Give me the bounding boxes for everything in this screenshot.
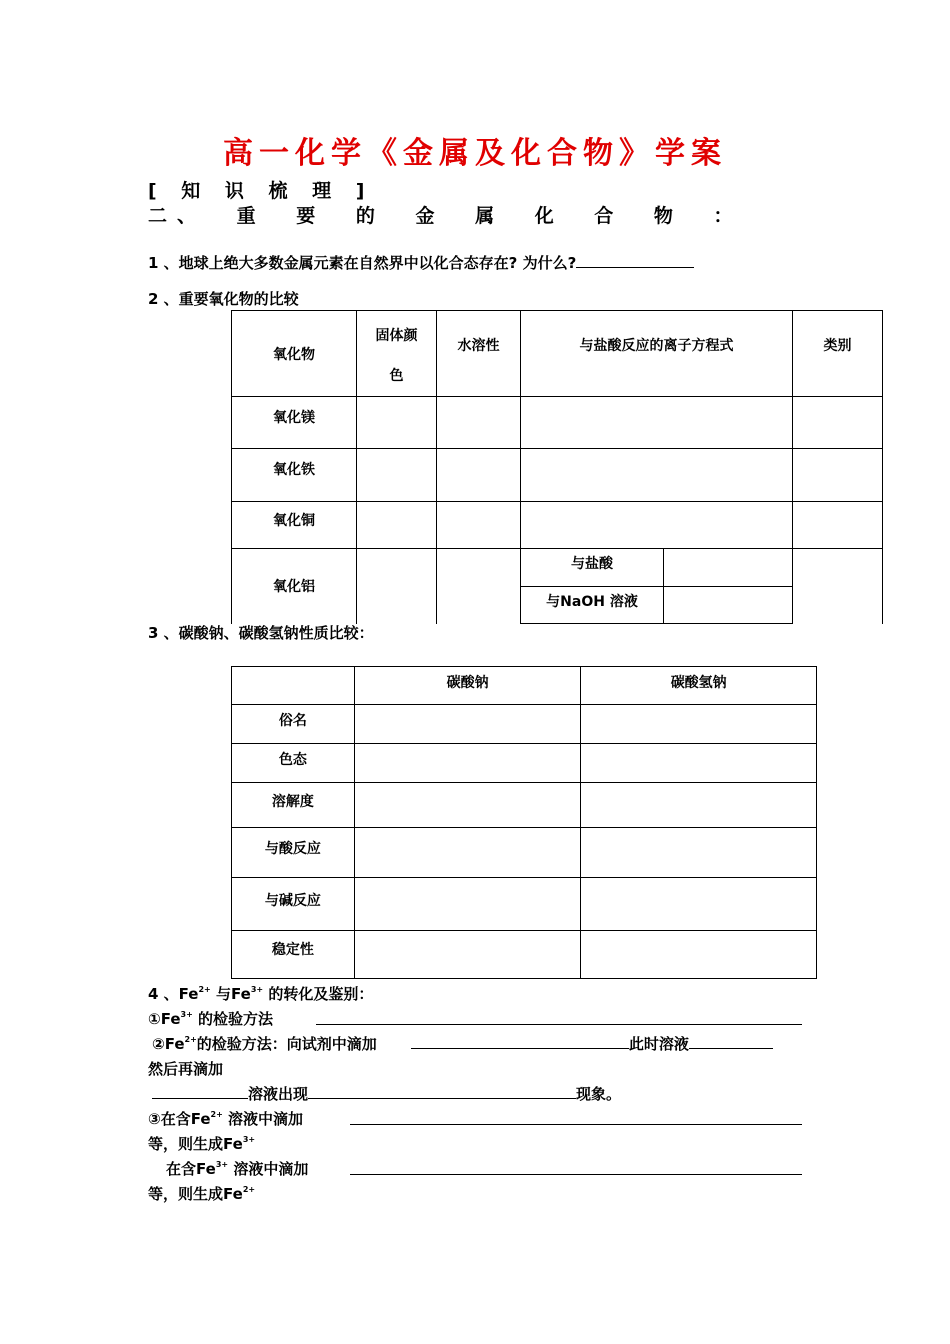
cell[interactable]: [581, 705, 817, 744]
question-4: 4 、$Fe^{2+}$ 与$Fe^{3+}$ 的转化及鉴别：: [148, 985, 374, 1003]
cell[interactable]: [521, 449, 793, 502]
cell[interactable]: [521, 502, 793, 549]
item-2-end: 溶液出现 现象。: [152, 1083, 621, 1104]
cell[interactable]: [581, 931, 817, 979]
cell[interactable]: [354, 783, 581, 828]
item-3-end: 等，则生成$Fe^{3+}$: [148, 1135, 256, 1153]
item-4: 在含$Fe^{3+}$ 溶液中滴加: [166, 1160, 309, 1178]
header-category: 类别: [793, 311, 883, 397]
cell[interactable]: [354, 931, 581, 979]
header-hcl-equation: 与盐酸反应的离子方程式: [521, 311, 793, 397]
row-label-common-name: 俗名: [232, 705, 355, 744]
question-2: 2 、重要氧化物的比较: [148, 290, 299, 308]
al-sub-hcl: 与盐酸: [521, 549, 664, 587]
cell[interactable]: [354, 705, 581, 744]
item-2-continued: 然后再滴加: [148, 1060, 224, 1078]
item-1: $①Fe^{3+}$ 的检验方法: [148, 1010, 274, 1028]
row-label-appearance: 色态: [232, 744, 355, 783]
cell[interactable]: [437, 397, 521, 449]
cell[interactable]: [793, 449, 883, 502]
header-na2co3: 碳酸钠: [354, 667, 581, 705]
question-1: [148, 252, 694, 273]
answer-blank[interactable]: [316, 1010, 802, 1025]
question-1-text: 1 、地球上绝大多数金属元素在自然界中以化合态存在? 为什么?: [148, 254, 577, 272]
cell[interactable]: [581, 783, 817, 828]
oxide-table: [231, 310, 883, 624]
header-oxide: 氧化物: [232, 311, 357, 397]
cell[interactable]: [357, 397, 437, 449]
item-2: $②Fe^{2+}$的检验方法：向试剂中滴加 此时溶液: [152, 1033, 773, 1054]
cell[interactable]: [664, 587, 793, 624]
answer-blank[interactable]: [350, 1110, 802, 1125]
row-label-solubility: 溶解度: [232, 783, 355, 828]
cell[interactable]: [354, 744, 581, 783]
corner-cell: [232, 667, 355, 705]
answer-blank[interactable]: [152, 1084, 248, 1099]
item-4-end: 等，则生成$Fe^{2+}$: [148, 1185, 256, 1203]
cell[interactable]: [437, 449, 521, 502]
header-color: 固体颜 色: [357, 311, 437, 397]
answer-blank[interactable]: [308, 1084, 576, 1099]
header-solubility: 水溶性: [437, 311, 521, 397]
answer-blank[interactable]: [350, 1160, 802, 1175]
row-label-mgo: 氧化镁: [232, 397, 357, 449]
header-nahco3: 碳酸氢钠: [581, 667, 817, 705]
carbonate-table: [231, 666, 817, 979]
cell[interactable]: [581, 828, 817, 878]
row-label-stability: 稳定性: [232, 931, 355, 979]
cell[interactable]: [793, 549, 883, 624]
answer-blank[interactable]: [411, 1034, 629, 1049]
question-3: 3 、碳酸钠、碳酸氢钠性质比较：: [148, 624, 374, 642]
cell[interactable]: [793, 502, 883, 549]
cell[interactable]: [664, 549, 793, 587]
cell[interactable]: [357, 502, 437, 549]
cell[interactable]: [437, 502, 521, 549]
al-sub-naoh: 与NaOH 溶液: [521, 587, 664, 624]
row-label-acid-reaction: 与酸反应: [232, 828, 355, 878]
cell[interactable]: [437, 549, 521, 624]
page-title: 高一化学《金属及化合物》学案: [223, 136, 727, 171]
section-tag: [ 知 识 梳 理 ]: [148, 180, 374, 202]
cell[interactable]: [793, 397, 883, 449]
cell[interactable]: [357, 449, 437, 502]
row-label-al2o3: 氧化铝: [232, 549, 357, 624]
cell[interactable]: [354, 878, 581, 931]
cell[interactable]: [581, 744, 817, 783]
answer-blank[interactable]: [576, 253, 694, 268]
row-label-base-reaction: 与碱反应: [232, 878, 355, 931]
cell[interactable]: [354, 828, 581, 878]
answer-blank[interactable]: [689, 1034, 773, 1049]
cell[interactable]: [581, 878, 817, 931]
row-label-cuo: 氧化铜: [232, 502, 357, 549]
cell[interactable]: [357, 549, 437, 624]
section-heading: 二、 重 要 的 金 属 化 合 物 ：: [148, 205, 743, 227]
item-3: ③在含$Fe^{2+}$ 溶液中滴加: [148, 1110, 304, 1128]
cell[interactable]: [521, 397, 793, 449]
row-label-fe2o3: 氧化铁: [232, 449, 357, 502]
